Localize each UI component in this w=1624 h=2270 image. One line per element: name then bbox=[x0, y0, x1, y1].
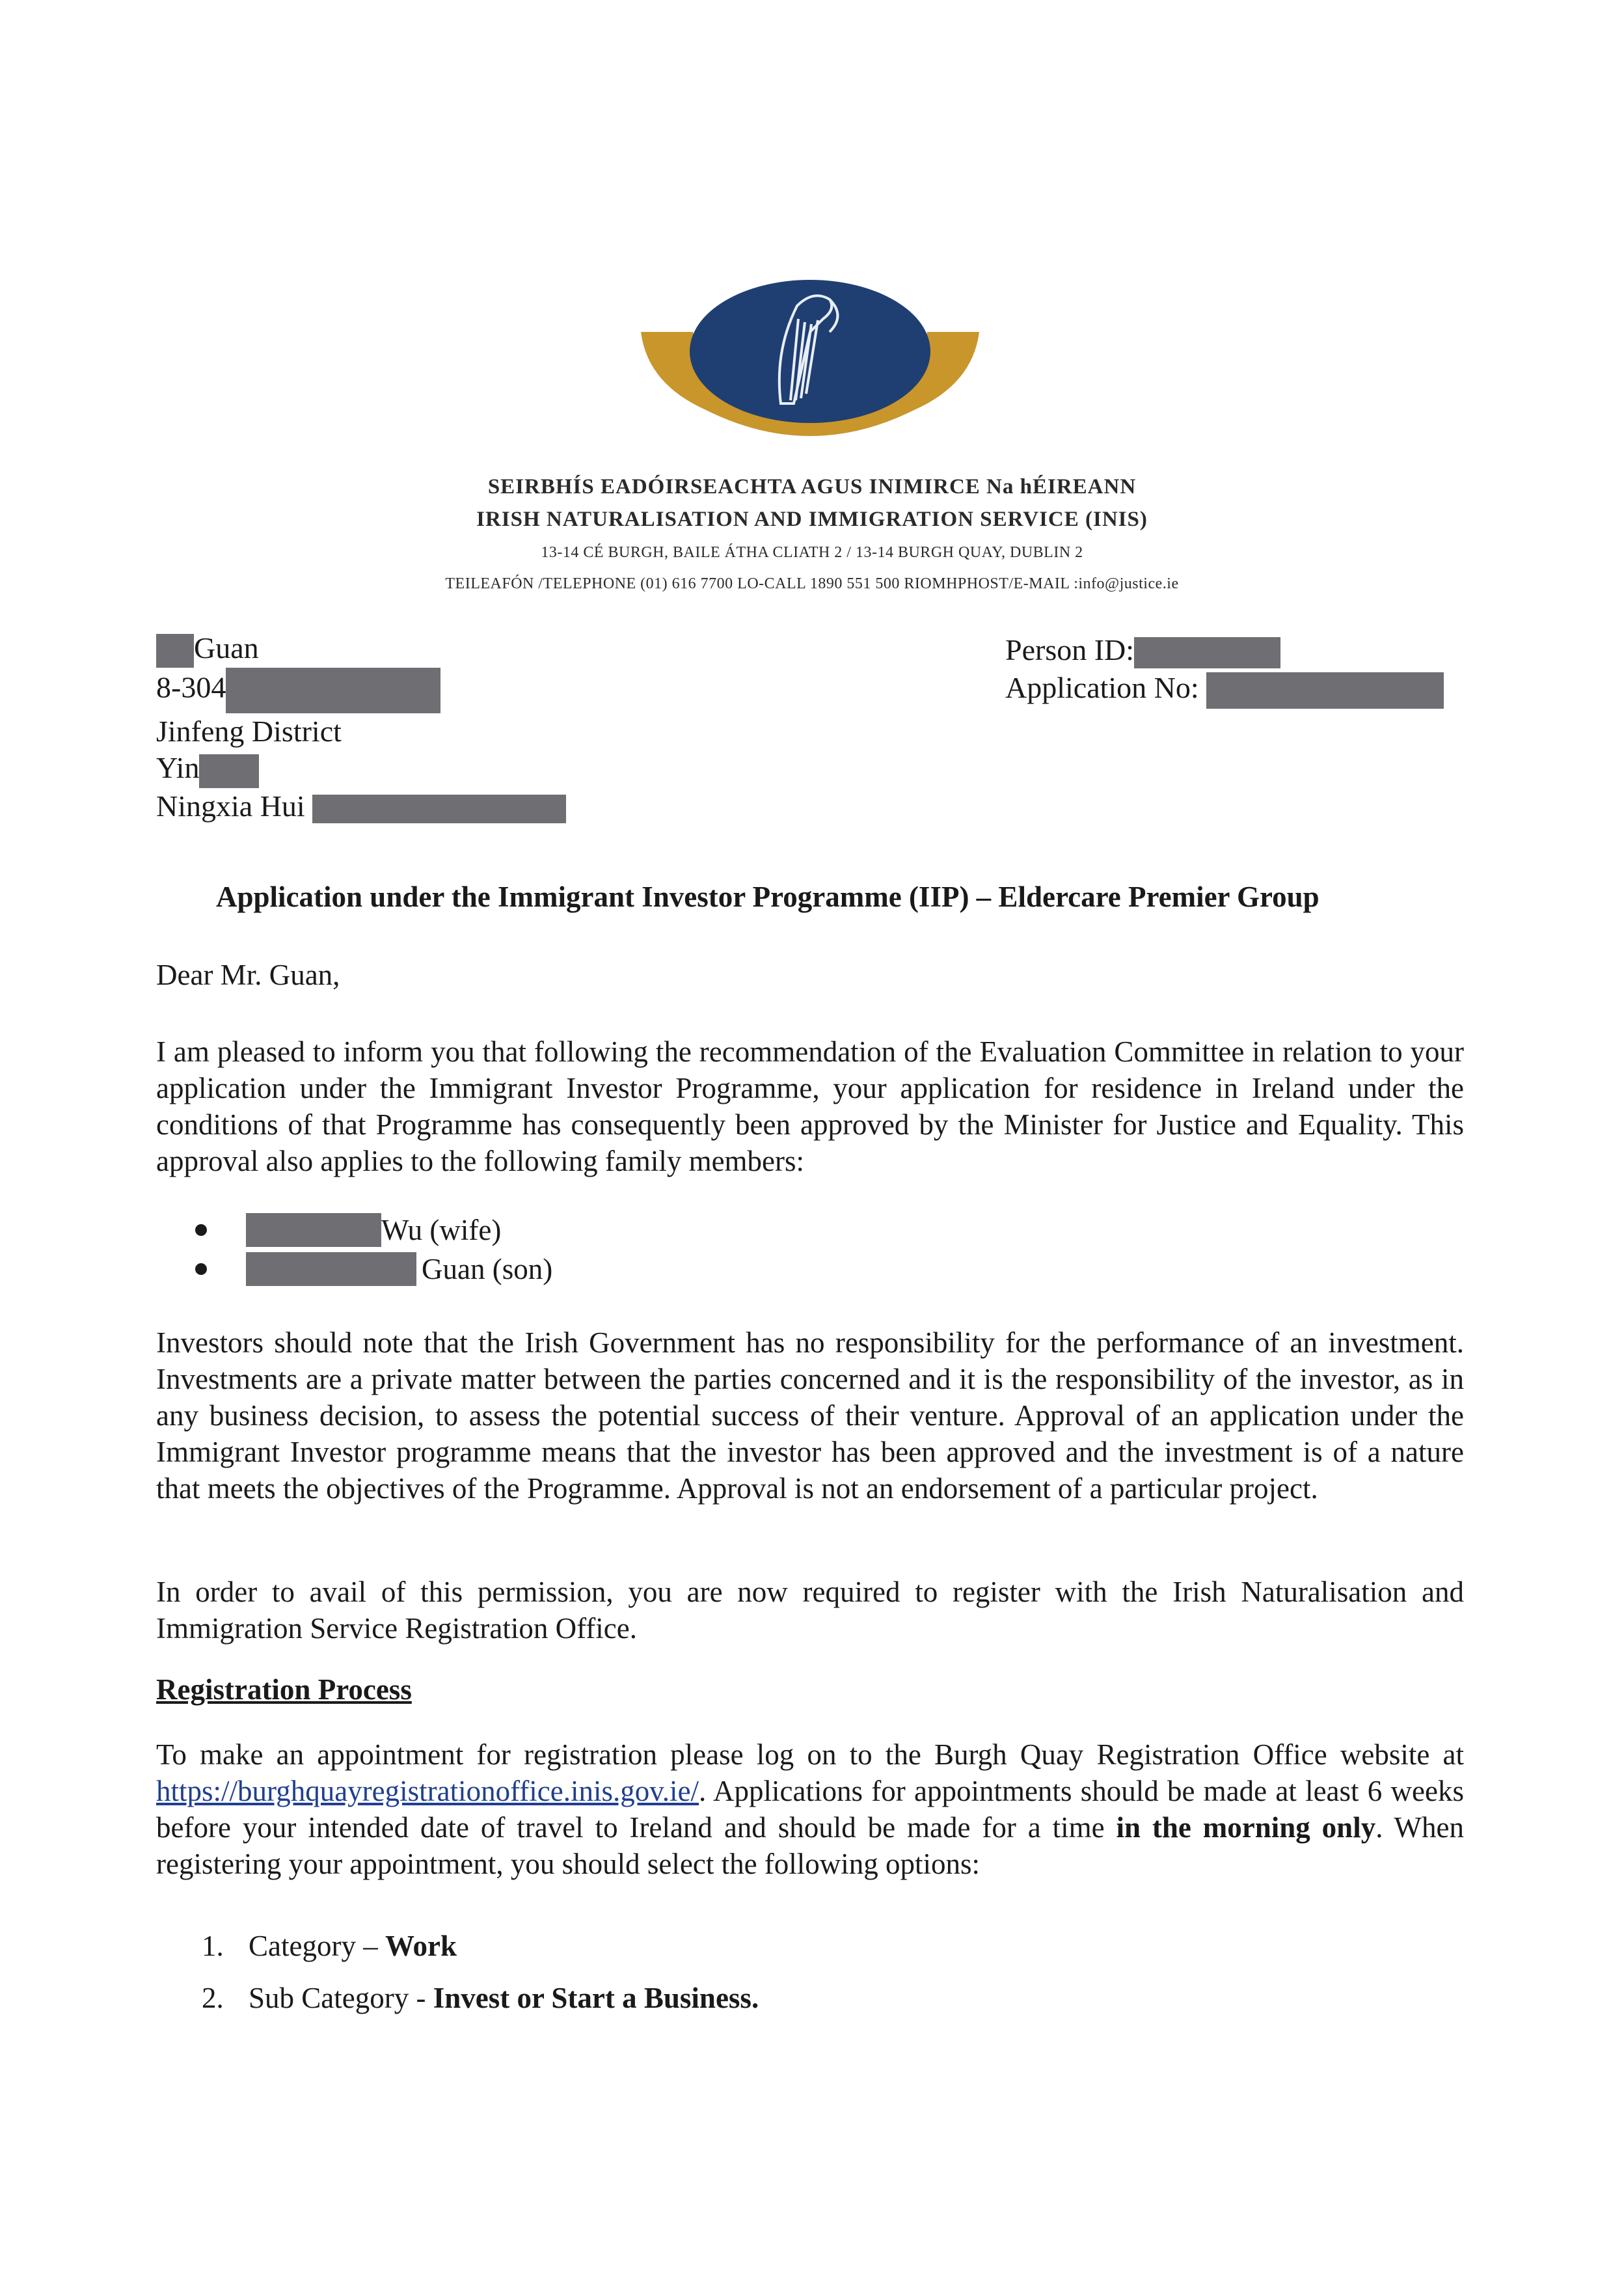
paragraph-registration-requirement: In order to avail of this permission, you are now required to register with the Irish Naturalisation and Immigration Service Registration Office. bbox=[156, 1576, 1464, 1645]
registration-options-list bbox=[202, 1920, 759, 2024]
list-item bbox=[195, 1210, 552, 1250]
option-value: Work bbox=[385, 1930, 457, 1962]
registration-heading: Registration Process bbox=[156, 1673, 412, 1706]
paragraph-approval: I am pleased to inform you that following the recommendation of the Evaluation Committee in relation to your application under the Immigrant Investor Programme, your application for residence in Ireland under the conditions of that Programme has consequently been approved by the Minister for Justice and Equality. This approval also applies to the following family members: bbox=[156, 1035, 1464, 1177]
person-id-label: Person ID: bbox=[1005, 633, 1135, 666]
option-label: Category – bbox=[249, 1930, 378, 1962]
bullet-icon bbox=[195, 1224, 207, 1236]
salutation: Dear Mr. Guan, bbox=[156, 959, 340, 991]
reference-ids bbox=[1005, 631, 1444, 709]
letterhead-irish-name: SEIRBHÍS EADÓIRSEACHTA AGUS INIMIRCE Na hÉIREANN bbox=[487, 475, 1137, 499]
paragraph-disclaimer: Investors should note that the Irish Government has no responsibility for the performance of an investment. Investments are a private matter between the parties concerned and it is the responsibility of the investor, as in any business decision, to assess the potential success of their venture. Approval of an application under the Immigrant Investor programme means that the investor has been approved and the investment is of a nature that meets the objectives of the Programme. Approval is not an endorsement of a particular project. bbox=[156, 1326, 1464, 1505]
redaction-box bbox=[156, 634, 194, 668]
registration-website-link[interactable]: https://burghquayregistrationoffice.inis.gov.ie/ bbox=[156, 1775, 699, 1807]
list-item bbox=[202, 1920, 759, 1972]
list-item bbox=[202, 1972, 759, 2024]
registration-text-b: . Applications for appointments should be made at least 6 weeks before your intended date of travel to Ireland and should be made for a time bbox=[156, 1775, 1464, 1844]
recipient-line5: Ningxia Hui bbox=[156, 789, 305, 823]
redaction-box bbox=[226, 668, 440, 713]
bullet-icon bbox=[195, 1263, 207, 1275]
option-value: Invest or Start a Business. bbox=[433, 1982, 759, 2014]
recipient-name: Guan bbox=[194, 631, 259, 664]
registration-bold-text: in the morning only bbox=[1116, 1811, 1376, 1844]
option-number: 1. bbox=[202, 1930, 224, 1962]
redaction-box bbox=[312, 795, 566, 823]
recipient-line3: Jinfeng District bbox=[156, 715, 342, 748]
redaction-box bbox=[1206, 672, 1444, 709]
letter-subject: Application under the Immigrant Investor Programme (IIP) – Eldercare Premier Group bbox=[216, 881, 1320, 913]
recipient-address bbox=[156, 630, 566, 825]
letterhead-contact: TEILEAFÓN /TELEPHONE (01) 616 7700 LO-CALL 1890 551 500 RIOMHPHOST/E-MAIL :info@justice.ie bbox=[445, 575, 1179, 592]
redaction-box bbox=[1134, 637, 1280, 668]
list-item bbox=[195, 1250, 552, 1289]
family-member-son: Guan (son) bbox=[422, 1253, 553, 1285]
redaction-box bbox=[246, 1252, 416, 1286]
registration-text-c: . When registering your appointment, you should select the following options: bbox=[156, 1811, 1465, 1880]
option-label: Sub Category - bbox=[249, 1982, 426, 2014]
harp-crest-logo bbox=[634, 280, 986, 436]
registration-text-a: To make an appointment for registration please log on to the Burgh Quay Registration Office website at bbox=[156, 1738, 1464, 1771]
option-number: 2. bbox=[202, 1982, 224, 2014]
paragraph-registration-process bbox=[156, 1736, 1464, 1882]
redaction-box bbox=[246, 1213, 381, 1247]
family-member-wife: Wu (wife) bbox=[381, 1214, 502, 1246]
application-no-label: Application No: bbox=[1005, 671, 1199, 704]
recipient-line2: 8-304 bbox=[156, 671, 226, 704]
letterhead-english-name: IRISH NATURALISATION AND IMMIGRATION SERVICE (INIS) bbox=[476, 508, 1148, 531]
letterhead-address: 13-14 CÉ BURGH, BAILE ÁTHA CLIATH 2 / 13-14 BURGH QUAY, DUBLIN 2 bbox=[541, 544, 1083, 561]
family-members-list bbox=[195, 1210, 552, 1289]
recipient-line4: Yin bbox=[156, 751, 200, 785]
redaction-box bbox=[199, 754, 259, 788]
